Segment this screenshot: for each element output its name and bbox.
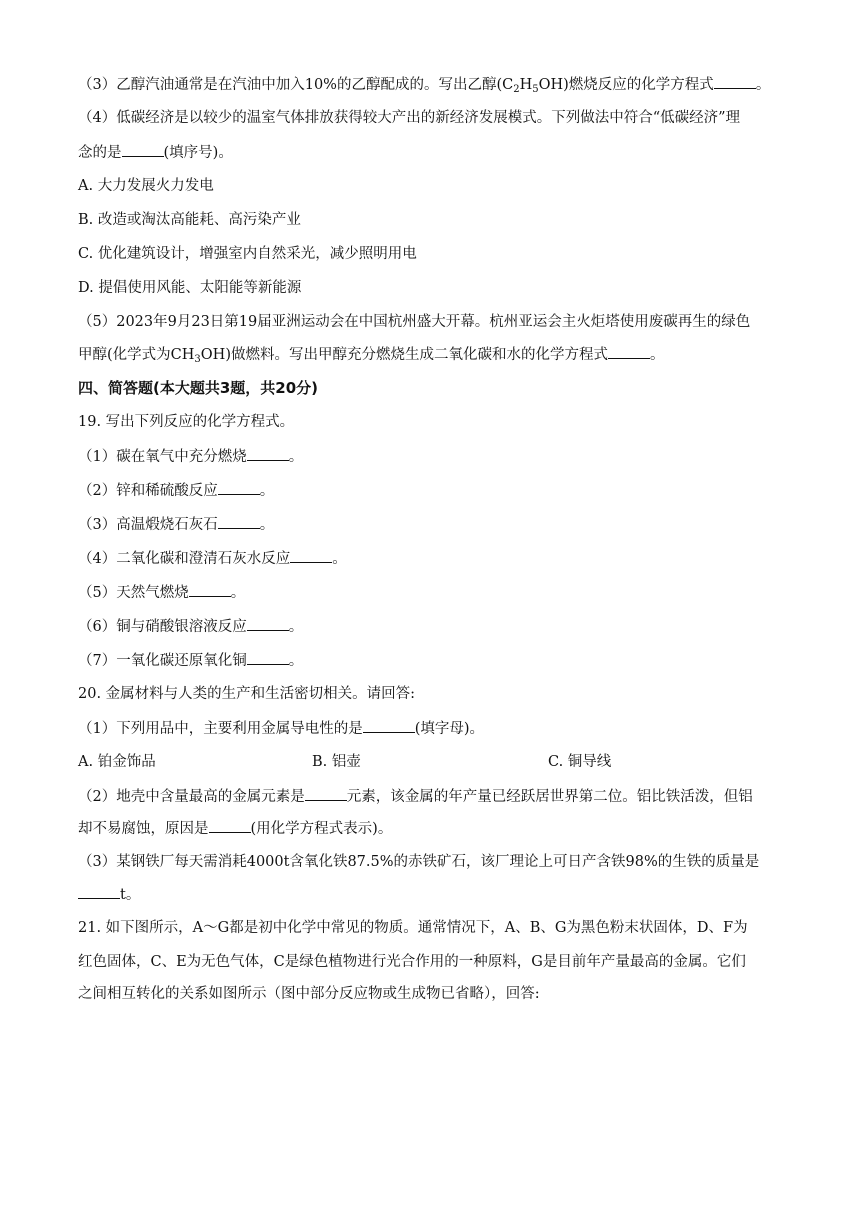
answer-blank[interactable] xyxy=(78,884,120,899)
answer-blank[interactable] xyxy=(218,480,260,495)
q21-line3: 之间相互转化的关系如图所示（图中部分反应物或生成物已省略），回答: xyxy=(78,986,540,1002)
answer-blank[interactable] xyxy=(363,718,415,733)
answer-blank[interactable] xyxy=(305,786,347,801)
q18-option-d: D. 提倡使用风能、太阳能等新能源 xyxy=(78,280,302,296)
q18-part5-line1: （5）2023年9月23日第19届亚洲运动会在中国杭州盛大开幕。杭州亚运会主火炬塔使用废碳再生的绿色 xyxy=(78,314,751,330)
answer-blank[interactable] xyxy=(209,818,251,833)
q20-stem: 20. 金属材料与人类的生产和生活密切相关。请回答: xyxy=(78,686,416,702)
q20-option-b: B. 铝壶 xyxy=(312,754,361,770)
q18-option-a: A. 大力发展火力发电 xyxy=(78,178,214,194)
q20-part3-line1: （3）某钢铁厂每天需消耗4000t含氧化铁87.5%的赤铁矿石，该厂理论上可日产含铁98%的生铁的质量是 xyxy=(78,854,760,870)
q20-part1: （1）下列用品中，主要利用金属导电性的是 (填字母)。 xyxy=(78,718,790,739)
q18-option-c: C. 优化建筑设计，增强室内自然采光，减少照明用电 xyxy=(78,246,417,262)
q18-part3: （3）乙醇汽油通常是在汽油中加入10%的乙醇配成的。写出乙醇$(C_2H_5OH)$燃烧反应的化学方程式 。 xyxy=(78,74,790,95)
q19-item: （4）二氧化碳和澄清石灰水反应 。 xyxy=(78,548,790,569)
answer-blank[interactable] xyxy=(247,446,289,461)
q19-item: （1）碳在氧气中充分燃烧 。 xyxy=(78,446,790,467)
q18-part5-line2: 甲醇(化学式为$CH_3OH$)做燃料。写出甲醇充分燃烧生成二氧化碳和水的化学方程式 。 xyxy=(78,344,790,365)
q19-item: （5）天然气燃烧 。 xyxy=(78,582,790,603)
q20-part3-line2: t。 xyxy=(78,884,790,905)
answer-blank[interactable] xyxy=(290,548,332,563)
section-heading: 四、简答题(本大题共3题，共20分) xyxy=(78,379,319,397)
q20-part2-line1: （2）地壳中含量最高的金属元素是 元素，该金属的年产量已经跃居世界第二位。铝比铁活泼，但铝 xyxy=(78,786,790,807)
q21-line2: 红色固体，C、E为无色气体，C是绿色植物进行光合作用的一种原料，G是目前年产量最高的金属。它们 xyxy=(78,954,746,970)
answer-blank[interactable] xyxy=(608,344,650,359)
answer-blank[interactable] xyxy=(218,514,260,529)
q19-item: （3）高温煅烧石灰石 。 xyxy=(78,514,790,535)
q20-part2-line2: 却不易腐蚀，原因是 (用化学方程式表示)。 xyxy=(78,818,790,839)
q21-line1: 21. 如下图所示，A～G都是初中化学中常见的物质。通常情况下，A、B、G为黑色粉末状固体，D、F为 xyxy=(78,920,748,936)
answer-blank[interactable] xyxy=(247,616,289,631)
answer-blank[interactable] xyxy=(189,582,231,597)
q20-option-a: A. 铂金饰品 xyxy=(78,754,156,770)
q18-part4-line1: （4）低碳经济是以较少的温室气体排放获得较大产出的新经济发展模式。下列做法中符合“低碳经济”理 xyxy=(78,110,741,126)
q19-item: （6）铜与硝酸银溶液反应 。 xyxy=(78,616,790,637)
answer-blank[interactable] xyxy=(714,74,756,89)
q20-option-c: C. 铜导线 xyxy=(548,754,612,770)
answer-blank[interactable] xyxy=(122,142,164,157)
q19-item: （2）锌和稀硫酸反应 。 xyxy=(78,480,790,501)
q19-stem: 19. 写出下列反应的化学方程式。 xyxy=(78,414,295,430)
q18-part4-line2: 念的是 (填序号)。 xyxy=(78,142,790,163)
answer-blank[interactable] xyxy=(247,650,289,665)
q19-item: （7）一氧化碳还原氧化铜 。 xyxy=(78,650,790,671)
q18-option-b: B. 改造或淘汰高能耗、高污染产业 xyxy=(78,212,301,228)
